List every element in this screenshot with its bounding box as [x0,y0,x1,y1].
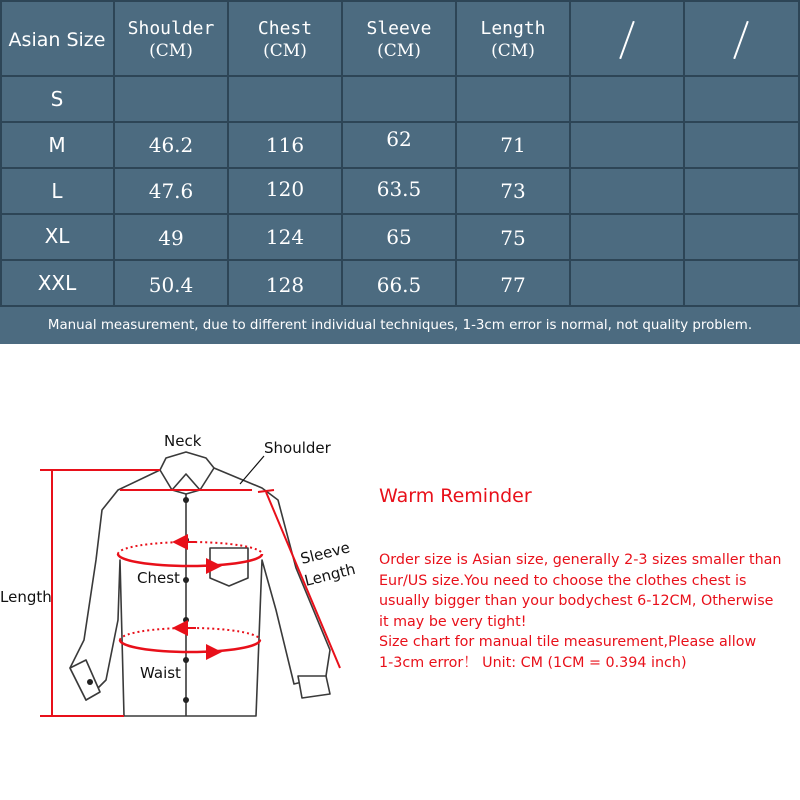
sleeve-cell: 66.5 [376,273,422,297]
row-divider [0,0,800,2]
column-divider [227,0,229,306]
length-cell: 73 [500,179,526,203]
shirt-measurement-diagram [0,420,375,800]
row-divider [0,167,800,169]
header-unit: (CM) [149,41,193,61]
label-sleeve: Sleeve [298,538,352,568]
header-asian-size [0,0,114,80]
column-divider [569,0,571,306]
slash-mark [619,21,635,59]
shoulder-cell: 46.2 [148,133,194,157]
label-waist: Waist [140,664,181,682]
header-sleeve [342,0,456,80]
column-divider [0,0,2,306]
label-shoulder: Shoulder [264,439,331,457]
row-divider [0,213,800,215]
size-table [0,0,800,344]
column-divider [341,0,343,306]
reminder-line: 1-3cm error！ Unit: CM (1CM = 0.394 inch) [379,654,687,671]
header-length [456,0,570,80]
measurement-note: Manual measurement, due to different individual techniques, 1-3cm error is normal, not quality problem. [47,317,753,333]
label-sleeve-length: Length [302,559,358,590]
row-divider [0,121,800,123]
label-chest: Chest [137,569,180,587]
row-divider [0,75,800,77]
column-divider [683,0,685,306]
length-cell: 77 [500,273,526,297]
reminder-line: Order size is Asian size, generally 2-3 sizes smaller than [379,552,782,568]
chest-cell: 116 [265,133,305,157]
shoulder-cell: 49 [158,226,184,250]
reminder-line: Size chart for manual tile measurement,Please allow [379,634,757,650]
header-label: Asian Size [8,29,106,51]
size-cell: XL [44,224,70,248]
header-empty-1 [570,0,684,80]
size-cell: L [51,179,63,203]
size-cell: XXL [37,271,77,295]
reminder-text [379,550,797,673]
header-empty-2 [684,0,800,80]
header-shoulder [114,0,228,80]
sleeve-cell: 63.5 [376,177,422,201]
column-divider [455,0,457,306]
slash-mark [733,21,749,59]
chest-cell: 120 [265,177,305,201]
header-label: Length [480,18,546,39]
reminder-line: usually bigger than your bodychest 6-12CM, Otherwise [379,593,774,609]
shoulder-cell: 50.4 [148,273,194,297]
reminder-title: Warm Reminder [379,485,532,507]
chest-cell: 124 [265,225,305,249]
header-unit: (CM) [491,41,535,61]
length-cell: 71 [500,133,526,157]
header-label: Chest [257,18,313,39]
chest-cell: 128 [265,273,305,297]
header-unit: (CM) [263,41,307,61]
shoulder-cell: 47.6 [148,179,194,203]
reminder-line: it may be very tight! [379,613,527,630]
sleeve-cell: 62 [386,127,412,151]
length-cell: 75 [500,226,526,250]
header-label: Shoulder [127,18,215,39]
size-cell: M [48,133,66,157]
sleeve-cell: 65 [386,225,412,249]
row-divider [0,259,800,261]
label-length: Length [0,588,52,606]
reminder-line: Eur/US size.You need to choose the clothes chest is [379,572,747,589]
header-label: Sleeve [366,18,432,39]
column-divider [113,0,115,306]
header-chest [228,0,342,80]
header-unit: (CM) [377,41,421,61]
shirt-outline [70,452,330,716]
label-neck: Neck [164,432,202,450]
size-cell: S [50,87,64,111]
shoulder-pointer [240,456,264,484]
